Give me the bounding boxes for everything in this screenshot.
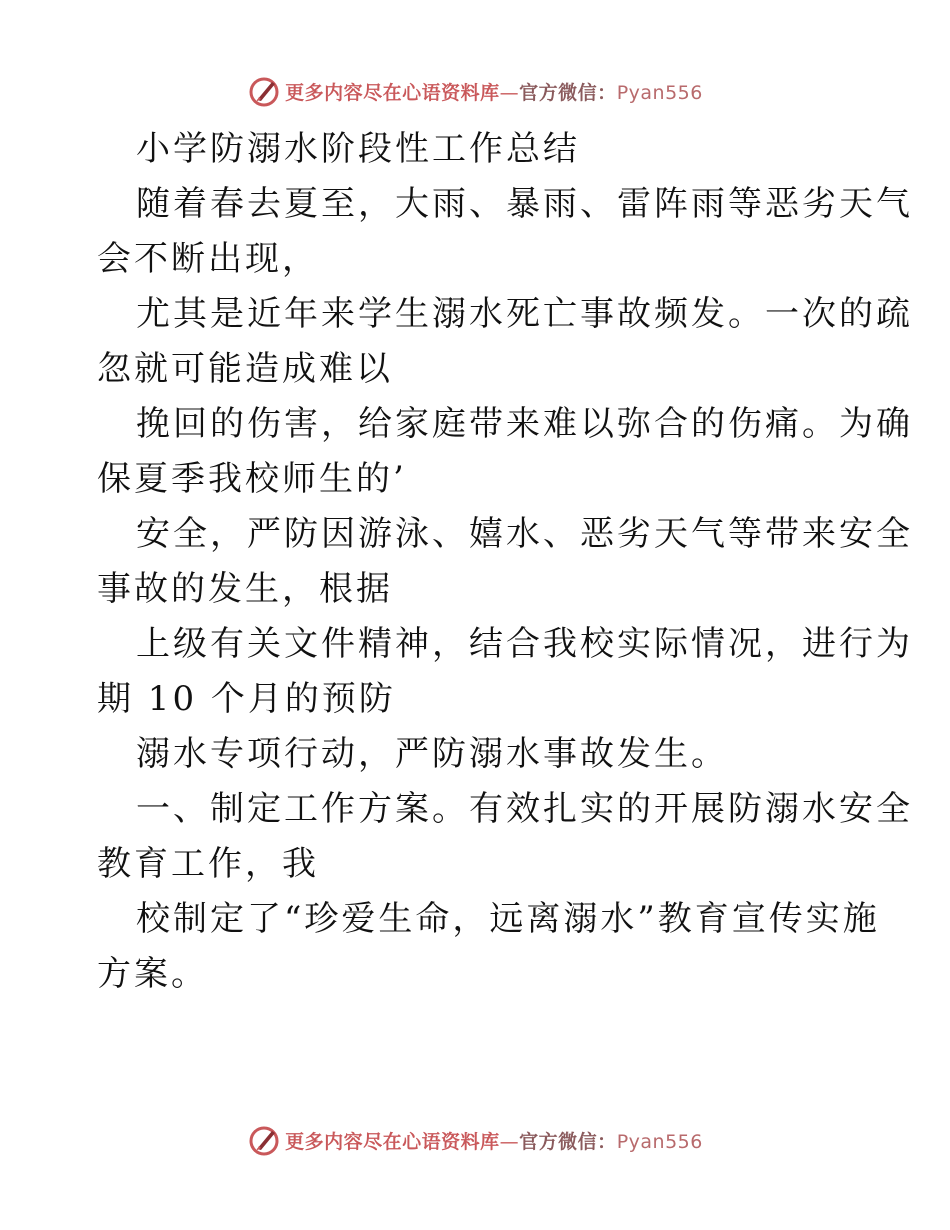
document-title: 小学防溺水阶段性工作总结 bbox=[136, 129, 580, 169]
paragraph-line: 挽回的伤害，给家庭带来难以弥合的伤痛。为确 bbox=[136, 404, 913, 444]
banner-official-label: 官方微信： bbox=[519, 1130, 617, 1153]
paragraph-line: 安全，严防因游泳、嬉水、恶劣天气等带来安全 bbox=[136, 514, 913, 554]
paragraph-line: 随着春去夏至，大雨、暴雨、雷阵雨等恶劣天气 bbox=[136, 184, 913, 224]
banner-dash: — bbox=[499, 81, 520, 104]
quill-circle-logo-icon bbox=[247, 74, 281, 108]
paragraph-line: 尤其是近年来学生溺水死亡事故频发。一次的疏 bbox=[136, 294, 913, 334]
section-heading-line: 一、制定工作方案。有效扎实的开展防溺水安全 bbox=[136, 789, 913, 829]
banner-dash: — bbox=[499, 1130, 520, 1153]
paragraph-line: 保夏季我校师生的’ bbox=[97, 459, 407, 499]
quill-circle-logo-icon bbox=[247, 1123, 281, 1157]
paragraph-line: 忽就可能造成难以 bbox=[97, 349, 393, 389]
footer-banner bbox=[0, 1120, 950, 1160]
paragraph-line: 期 10 个月的预防 bbox=[97, 679, 396, 719]
paragraph-line: 教育工作，我 bbox=[97, 844, 319, 884]
paragraph-line: 会不断出现， bbox=[97, 239, 319, 279]
paragraph-line: 事故的发生，根据 bbox=[97, 569, 393, 609]
banner-wechat-id: Pyan556 bbox=[616, 81, 703, 104]
banner-promo-text: 更多内容尽在心语资料库 bbox=[285, 81, 500, 104]
header-banner bbox=[0, 71, 950, 111]
banner-wechat-id: Pyan556 bbox=[616, 1130, 703, 1153]
paragraph-line: 校制定了“珍爱生命，远离溺水”教育宣传实施 bbox=[136, 899, 880, 939]
paragraph-line: 上级有关文件精神，结合我校实际情况，进行为 bbox=[136, 624, 913, 664]
paragraph-line: 方案。 bbox=[97, 954, 208, 994]
paragraph-line: 溺水专项行动，严防溺水事故发生。 bbox=[136, 734, 728, 774]
document-body bbox=[97, 122, 913, 1002]
banner-promo-text: 更多内容尽在心语资料库 bbox=[285, 1130, 500, 1153]
banner-official-label: 官方微信： bbox=[519, 81, 617, 104]
